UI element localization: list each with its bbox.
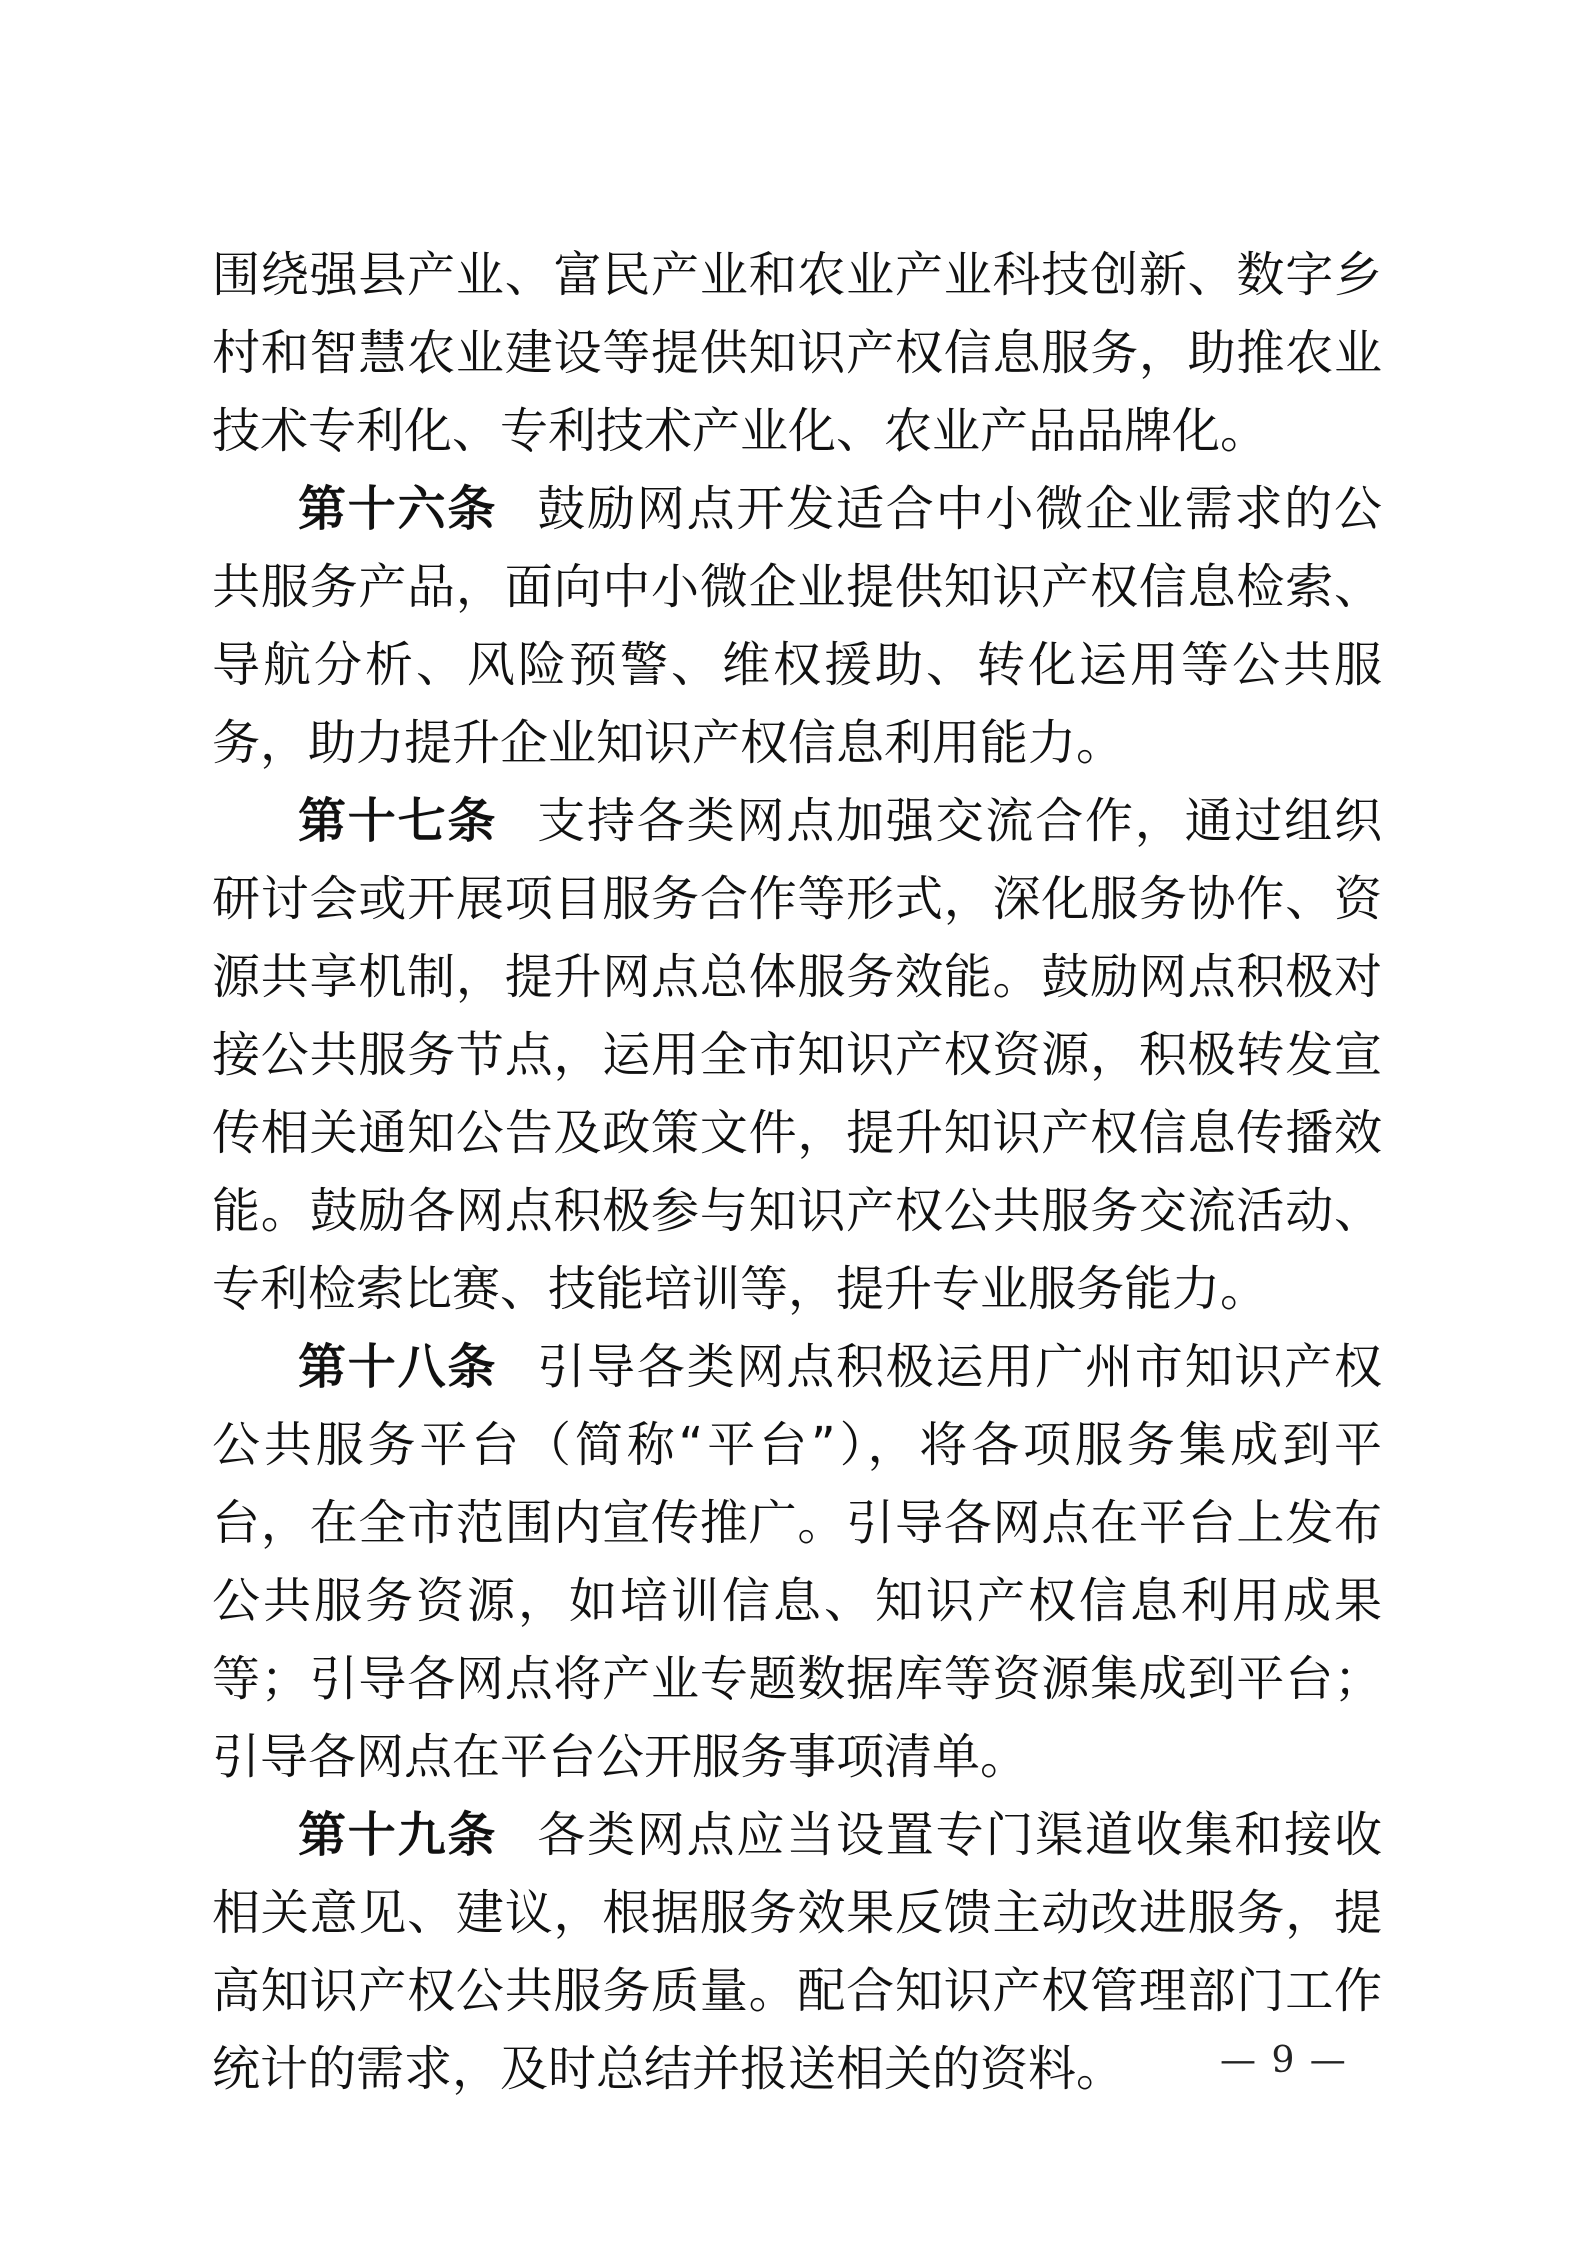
article-19-paragraph [212, 1796, 1382, 2108]
article-18-label: 第十八条 [298, 1339, 498, 1395]
article-19-text: 各类网点应当设置专门渠道收集和接收相关意见、建议，根据服务效果反馈主动改进服务，提高知识产权公共服务质量。配合知识产权管理部门工作统计的需求，及时总结并报送相关的资料。 [212, 1807, 1382, 2097]
continuation-paragraph: 围绕强县产业、富民产业和农业产业科技创新、数字乡村和智慧农业建设等提供知识产权信息服务，助推农业技术专利化、专利技术产业化、农业产品品牌化。 [212, 247, 1382, 459]
article-16-label: 第十六条 [298, 481, 498, 537]
article-16-paragraph [212, 470, 1382, 782]
article-19-label: 第十九条 [298, 1807, 498, 1863]
article-16-text: 鼓励网点开发适合中小微企业需求的公共服务产品，面向中小微企业提供知识产权信息检索、导航分析、风险预警、维权援助、转化运用等公共服务，助力提升企业知识产权信息利用能力。 [212, 481, 1382, 771]
document-body [212, 236, 1382, 2108]
article-18-paragraph [212, 1328, 1382, 1796]
page-number: — 9 — [1220, 2040, 1348, 2081]
article-17-paragraph [212, 782, 1382, 1328]
article-18-text: 引导各类网点积极运用广州市知识产权公共服务平台（简称“平台”），将各项服务集成到平台，在全市范围内宣传推广。引导各网点在平台上发布公共服务资源，如培训信息、知识产权信息利用成果等；引导各网点将产业专题数据库等资源集成到平台；引导各网点在平台公开服务事项清单。 [212, 1339, 1382, 1785]
article-17-text: 支持各类网点加强交流合作，通过组织研讨会或开展项目服务合作等形式，深化服务协作、资源共享机制，提升网点总体服务效能。鼓励网点积极对接公共服务节点，运用全市知识产权资源，积极转发宣传相关通知公告及政策文件，提升知识产权信息传播效能。鼓励各网点积极参与知识产权公共服务交流活动、专利检索比赛、技能培训等，提升专业服务能力。 [212, 793, 1382, 1317]
article-17-label: 第十七条 [298, 793, 498, 849]
